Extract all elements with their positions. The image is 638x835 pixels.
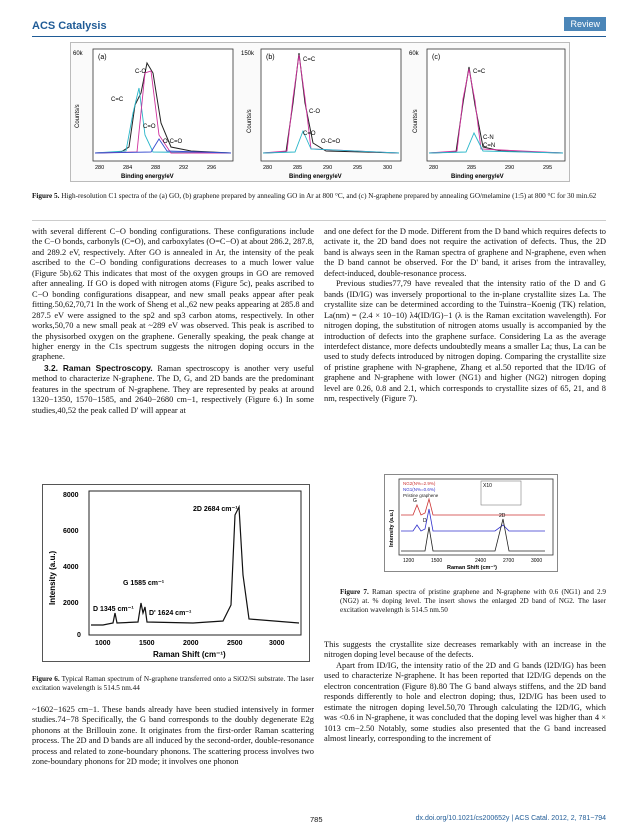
left-paragraph-2-text: Raman spectroscopy is another very useful method to characterize N-graphene. The D, G, and 2D bands are the predominant features in the spectrum of N-graphene. They are represented by peaks at around 1320−1350, 1570−1585, and 2640−2680 cm−1, respectively (Figure 6.) In some studies,40,52 the peak called D' will appear at [32, 363, 315, 415]
left-column-top [32, 227, 314, 416]
b-x1: 285 [293, 165, 303, 171]
panel-b-label: (b) [266, 54, 275, 61]
left-paragraph-3: ~1602−1625 cm−1. These bands already have been studied intensively in former studies.74−78 Specifically, the G band corresponds to the doubly degenerate E2g phonons at the Brillouin zone. It originates from the first-order Raman scattering process. The 2D and D bands are all induced by the second-order, double-resonance process and related to zone-boundary phonons. The scattering process involves two zone-boundary phonons for 2D mode; it involves one phonon [32, 705, 314, 767]
a-x0: 280 [95, 165, 105, 171]
figure-7-svg [385, 475, 557, 571]
f7-peak-2d: 2D [499, 513, 506, 519]
c-x1: 285 [467, 165, 477, 171]
f7-x1: 1500 [431, 558, 443, 564]
figure-5-image [70, 42, 570, 182]
f7-legend-pristine: Pristine graphene [403, 493, 439, 498]
header-rule [32, 36, 606, 37]
f7-peak-g: G [413, 498, 417, 504]
right-paragraph-2: Previous studies77,79 have revealed that the intensity ratio of the D and G bands (ID/IG) was inversely proportional to the in-plane crystallite sizes La. The crystallite size can be determined according to the Tuinstra−Koenig (TK) relation, La(nm) = (2.4 × 10−10) λ4(ID/IG)−1 (λ is the Raman excitation wavelength). For nitrogen doping, the substitution of nitrogen atoms usually is accompanied by the introduction of defects into the graphene surface. Considering La as the average interdefect distance, more defects undoubtedly means a smaller La; thus, La can be used to study defects introduced by nitrogen doping. Comparing the crystallite size of pristine graphene with N-graphene, Zhang et al.50 reported that the ID/IG of graphene and N-graphene with lower (NG1) and higher (NG2) nitrogen doping level are 0.26, 0.8 and 2.1, which corresponds to crystallite sizes of 65, 21, and 8 nm, respectively (Figure 7). [324, 279, 606, 404]
peak-b-cc: C=C [303, 57, 316, 63]
journal-title: ACS Catalysis [32, 20, 107, 32]
f6-label-g: G 1585 cm⁻¹ [123, 580, 165, 587]
f7-inset-label: X10 [483, 483, 492, 489]
figure-6-caption [32, 675, 314, 693]
peak-a-oco: O-C=O [163, 139, 183, 145]
f6-ylabel: Intensity (a.u.) [48, 550, 57, 605]
page-number: 785 [310, 815, 323, 824]
f6-xlabel: Raman Shift (cm⁻¹) [153, 650, 226, 659]
f7-ylabel: Intensity (a.u.) [389, 509, 395, 547]
f6-y3: 2000 [63, 600, 79, 607]
c-x3: 295 [543, 165, 553, 171]
figure-5-svg [71, 43, 569, 181]
a-x3: 292 [179, 165, 189, 171]
f6-y2: 4000 [63, 564, 79, 571]
c-x0: 280 [429, 165, 439, 171]
figure-7-caption-label: Figure 7. [340, 588, 369, 596]
peak-c-cc: C=C [473, 69, 486, 75]
b-xlabel: Binding energy/eV [289, 174, 342, 180]
f7-legend-ng2: NG2(N%=2.9%) [403, 481, 436, 486]
figure-6-image [42, 484, 310, 662]
right-paragraph-3: This suggests the crystallite size decreases remarkably with an increase in the nitrogen doping level because of the defects. [324, 640, 606, 660]
panel-c [409, 49, 565, 180]
right-column-bottom [324, 640, 606, 745]
c-xlabel: Binding energy/eV [451, 174, 504, 180]
f6-label-2d: 2D 2684 cm⁻¹ [193, 506, 238, 513]
f7-peak-d: D [423, 518, 427, 524]
figure-5-caption-label: Figure 5. [32, 192, 60, 200]
panel-c-ytop: 60k [409, 51, 419, 57]
f6-x1: 1500 [139, 640, 155, 647]
c-x2: 290 [505, 165, 515, 171]
b-x0: 280 [263, 165, 273, 171]
f6-y4: 0 [77, 632, 81, 639]
b-x4: 300 [383, 165, 393, 171]
figure-5-caption-text: High-resolution C1 spectra of the (a) GO, (b) graphene prepared by annealing GO in Ar at 800 °C, and (c) N-graphene prepared by annealing GO/melamine (1:5) at 800 °C for 30 min.62 [61, 192, 597, 200]
peak-a-co: C-O [135, 69, 146, 75]
doi-link[interactable]: dx.doi.org/10.1021/cs200652y | ACS Catal. 2012, 2, 781−794 [415, 815, 606, 822]
left-paragraph-1: with several different C−O bonding configurations. These configurations include the C−O bonds, carbonyls (C=O), and carboxylates (O=C−O) at about 286.2, 287.8, and 289.2 eV, respectively. After GO is annealed in Ar, the intensity of the peak ascribed to the C−O bonding configurations decreases to a much lower value (Figure 5b).62 This indicates that most of the oxygen groups in GO are removed after annealing. If GO is doped with nitrogen atoms (Figure 5c), peaks ascribed to C−O bonding configurations disappear, and new small peaks appear after peak fitting.50,62,70,71 In the work of Sheng et al.,62 new peaks appearing at 285.8 and 287.5 eV were assigned to the sp2 and sp3 carbon atoms, respectively. In other works,50,70 a new small peak at ~289 eV was observed. This peak is ascribed to the physisorbed oxygen on the graphene. Generally speaking, the peak change at higher energy in the C1s spectrum suggests the nitrogen doping occurs in the graphene. [32, 227, 314, 362]
right-paragraph-4: Apart from ID/IG, the intensity ratio of the 2D and G bands (I2D/IG) has been used to characterize N-graphene. It has been reported that I2D/IG depends on the electron concentration (Figure 8).80 The G band always stiffens, and the 2D band responds differently to hole and electron doping; thus, I2D/IG has been used to estimate the nitrogen doping level.50,70 Through calculating the I2D/IG, which was <0.6 in N-graphene, it was concluded that the doping level was higher than 4 × 1013 cm−2.50 Notably, some studies also presented that the G band increased almost linearly, corresponding to the increment of [324, 660, 606, 744]
figure-6-caption-label: Figure 6. [32, 675, 60, 683]
figure-6-caption-text: Typical Raman spectrum of N-graphene transferred onto a SiO2/Si substrate. The laser excitation wavelength is 514.5 nm.44 [32, 675, 314, 692]
figure-6-svg [43, 485, 309, 661]
f6-x2: 2000 [183, 640, 199, 647]
c-ylabel: Counts/s [413, 109, 419, 133]
b-x2: 290 [323, 165, 333, 171]
f6-x0: 1000 [95, 640, 111, 647]
f6-label-dp: D' 1624 cm⁻¹ [149, 610, 192, 617]
peak-b-oco: O-C=O [321, 139, 341, 145]
panel-c-label: (c) [432, 54, 441, 61]
figure-7-caption [340, 588, 606, 615]
figure-5-caption [32, 192, 606, 201]
a-x2: 288 [151, 165, 161, 171]
section-heading-raman: 3.2. Raman Spectroscopy. [44, 362, 153, 373]
f6-x4: 3000 [269, 640, 285, 647]
panel-b [241, 49, 401, 180]
panel-a-ytop: 60k [73, 51, 83, 57]
section-tag: Review [564, 17, 606, 31]
right-column-top [324, 227, 606, 405]
peak-a-cc: C=C [111, 97, 124, 103]
b-ylabel: Counts/s [247, 109, 253, 133]
a-ylabel: Counts/s [75, 104, 81, 128]
panel-a-label: (a) [98, 54, 107, 61]
f7-xlabel: Raman Shift (cm⁻¹) [447, 565, 497, 571]
b-x3: 295 [353, 165, 363, 171]
f7-x2: 2400 [475, 558, 487, 564]
peak-b-co: C-O [309, 109, 320, 115]
figure-7-image [384, 474, 558, 572]
f7-x4: 3000 [531, 558, 543, 564]
f6-x3: 2500 [227, 640, 243, 647]
f7-x0: 1200 [403, 558, 415, 564]
peak-c-cn2: C=N [483, 143, 496, 149]
f7-legend-ng1: NG1(N%=0.6%) [403, 487, 436, 492]
right-paragraph-1: and one defect for the D mode. Different from the D band which requires defects to activate it, the 2D band does not require the activation of defects. Thus, the 2D band is always seen in the Raman spectra of graphene and N-graphene, even when the D band cannot be observed. For the D' band, it arises from the intravalley, defect-induced, double-resonance process. [324, 227, 606, 278]
peak-c-cn: C-N [483, 135, 494, 141]
a-x1: 284 [123, 165, 133, 171]
left-paragraph-2 [32, 363, 314, 416]
peak-b-c-o: C=O [303, 131, 316, 137]
a-xlabel: Binding energy/eV [121, 174, 174, 180]
peak-a-c-o: C=O [143, 124, 156, 130]
left-column-bottom [32, 705, 314, 768]
f6-y1: 6000 [63, 528, 79, 535]
a-x4: 296 [207, 165, 217, 171]
f6-label-d: D 1345 cm⁻¹ [93, 606, 134, 613]
panel-b-ytop: 150k [241, 51, 255, 57]
f7-x3: 2700 [503, 558, 515, 564]
caption-separator [32, 220, 606, 221]
f6-y0: 8000 [63, 492, 79, 499]
figure-7-caption-text: Raman spectra of pristine graphene and N-graphene with 0.6 (NG1) and 2.9 (NG2) at. % doping level. The insert shows the enlarged 2D band of NG2. The laser excitation wavelength is 514.5 nm.50 [340, 588, 606, 614]
panel-a [73, 49, 233, 180]
